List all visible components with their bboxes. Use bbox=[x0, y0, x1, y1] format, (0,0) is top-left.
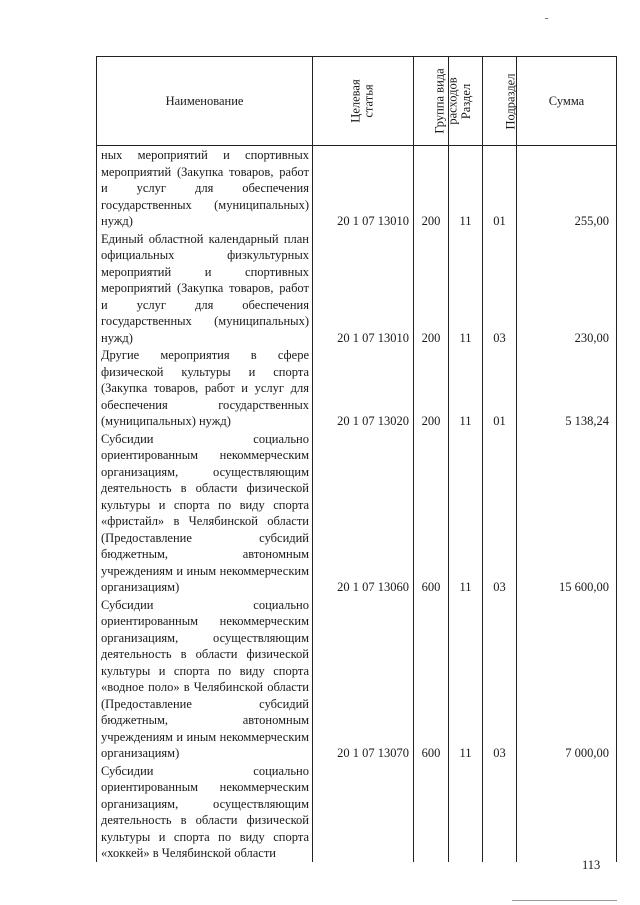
row-target-article: 20 1 07 13060 bbox=[313, 430, 414, 596]
page-number: 113 bbox=[582, 858, 601, 872]
row-expense-group bbox=[414, 762, 449, 862]
row-target-article: 20 1 07 13070 bbox=[313, 596, 414, 762]
row-subsection: 03 bbox=[483, 596, 517, 762]
row-section: 11 bbox=[449, 346, 483, 430]
budget-table bbox=[96, 56, 617, 862]
row-sum: 5 138,24 bbox=[517, 346, 617, 430]
row-subsection: 03 bbox=[483, 230, 517, 347]
row-name: Субсидии социально ориентированным некоммерческим организациям, осуществляющим деятельность в области физической культуры и спорта по виду спорта «водное поло» в Челябинской области (Предоставление субсидий бюджетным, автономным учреждениям и иным некоммерческим организациям) bbox=[97, 596, 313, 762]
row-name: Единый областной календарный план официальных физкультурных мероприятий и спортивных мероприятий (Закупка товаров, работ и услуг для обеспечения государственных (муниципальных) нужд) bbox=[97, 230, 313, 347]
table-row bbox=[97, 430, 617, 596]
row-subsection bbox=[483, 762, 517, 862]
header-row bbox=[97, 57, 617, 146]
row-name: Субсидии социально ориентированным некоммерческим организациям, осуществляющим деятельность в области физической культуры и спорта по виду спорта «хоккей» в Челябинской области bbox=[97, 762, 313, 862]
row-target-article: 20 1 07 13010 bbox=[313, 230, 414, 347]
row-section: 11 bbox=[449, 146, 483, 230]
row-name: Субсидии социально ориентированным некоммерческим организациям, осуществляющим деятельность в области физической культуры и спорта по виду спорта «фристайл» в Челябинской области (Предоставление субсидий бюджетным, автономным учреждениям и иным некоммерческим организациям) bbox=[97, 430, 313, 596]
header-section: Раздел bbox=[449, 57, 483, 146]
row-expense-group: 200 bbox=[414, 346, 449, 430]
row-section: 11 bbox=[449, 596, 483, 762]
row-target-article: 20 1 07 13010 bbox=[313, 146, 414, 230]
row-section: 11 bbox=[449, 230, 483, 347]
table-row bbox=[97, 762, 617, 862]
table-row bbox=[97, 230, 617, 347]
row-target-article bbox=[313, 762, 414, 862]
scan-mark bbox=[545, 18, 548, 19]
footer-rule bbox=[512, 900, 617, 901]
table-row bbox=[97, 146, 617, 230]
row-sum: 230,00 bbox=[517, 230, 617, 347]
row-sum: 15 600,00 bbox=[517, 430, 617, 596]
header-expense-group: Группа вида расходов bbox=[414, 57, 449, 146]
table-row bbox=[97, 596, 617, 762]
row-sum: 255,00 bbox=[517, 146, 617, 230]
row-target-article: 20 1 07 13020 bbox=[313, 346, 414, 430]
row-section: 11 bbox=[449, 430, 483, 596]
table-row bbox=[97, 346, 617, 430]
row-subsection: 01 bbox=[483, 346, 517, 430]
row-expense-group: 200 bbox=[414, 230, 449, 347]
header-subsection: Подраздел bbox=[483, 57, 517, 146]
row-expense-group: 200 bbox=[414, 146, 449, 230]
row-name: ных мероприятий и спортивных мероприятий (Закупка товаров, работ и услуг для обеспечения государственных (муниципальных) нужд) bbox=[97, 146, 313, 230]
row-expense-group: 600 bbox=[414, 596, 449, 762]
row-name: Другие мероприятия в сфере физической культуры и спорта (Закупка товаров, работ и услуг для обеспечения государственных (муниципальных) нужд) bbox=[97, 346, 313, 430]
row-sum: 7 000,00 bbox=[517, 596, 617, 762]
row-expense-group: 600 bbox=[414, 430, 449, 596]
header-sum: Сумма bbox=[517, 57, 617, 146]
header-target-article: Целевая статья bbox=[313, 57, 414, 146]
row-subsection: 01 bbox=[483, 146, 517, 230]
header-name: Наименование bbox=[97, 57, 313, 146]
row-section bbox=[449, 762, 483, 862]
row-sum bbox=[517, 762, 617, 862]
budget-table-frame bbox=[96, 56, 616, 860]
row-subsection: 03 bbox=[483, 430, 517, 596]
